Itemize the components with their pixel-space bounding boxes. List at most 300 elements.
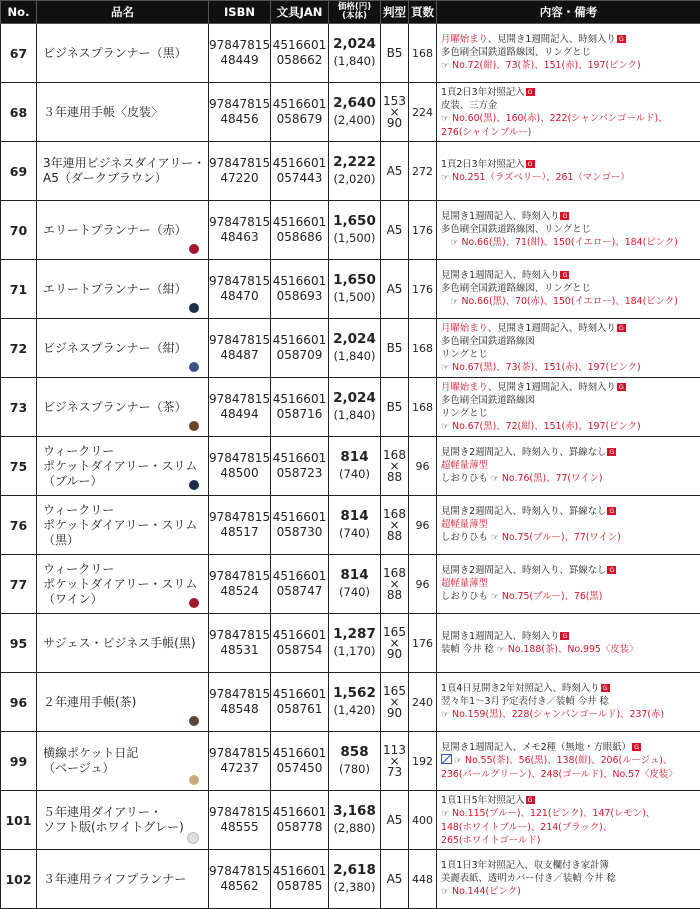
g-badge-icon: G bbox=[527, 795, 533, 804]
product-no: 101 bbox=[1, 791, 37, 850]
note-text: No.67(黒)、72(紺)、151(赤)、197(ピンク) bbox=[449, 420, 641, 432]
jan-line: 4516601 bbox=[272, 392, 327, 406]
price-value: 2,024 bbox=[333, 331, 376, 347]
product-name-line: ２年連用手帳(茶) bbox=[43, 694, 137, 709]
jan-cell bbox=[271, 83, 329, 142]
base-price: (740) bbox=[339, 467, 370, 481]
page-count: 448 bbox=[409, 850, 437, 909]
product-no: 102 bbox=[1, 850, 37, 909]
note-text: 超軽量薄型 bbox=[441, 460, 488, 471]
note-text: 見開き2週間記入、時刻入り、罫線なし bbox=[441, 506, 607, 517]
base-price: (1,500) bbox=[333, 290, 376, 304]
notes-cell bbox=[437, 850, 700, 909]
table-row bbox=[1, 614, 700, 673]
product-name-line: ポケットダイアリー・スリム bbox=[43, 458, 198, 473]
jan-line: 058686 bbox=[276, 230, 323, 244]
pointing-hand-icon: ☞ bbox=[441, 808, 450, 819]
price-cell bbox=[329, 319, 381, 378]
size-line: A5 bbox=[386, 812, 403, 827]
isbn-cell bbox=[209, 24, 271, 83]
pointing-hand-icon: ☞ bbox=[490, 474, 499, 484]
note-text: 装幀 今井 稔 bbox=[441, 643, 497, 655]
size-line: 90 bbox=[386, 646, 403, 661]
jan-line: 058662 bbox=[276, 53, 323, 67]
g-badge-icon: G bbox=[618, 35, 624, 43]
note-text: 1頁1日5年対照記入 bbox=[441, 794, 525, 806]
note-text: No.75(ブルー)、76(黒) bbox=[498, 591, 603, 602]
g-badge-icon: G bbox=[562, 212, 568, 220]
size-line: 168 bbox=[383, 506, 406, 521]
size-cell bbox=[381, 319, 409, 378]
note-text: しおりひも bbox=[441, 532, 491, 543]
note-text: No.144(ピンク) bbox=[449, 886, 521, 897]
table-row bbox=[1, 673, 700, 732]
jan-line: 4516601 bbox=[272, 333, 327, 347]
note-text: 多色刷全国鉄道路線図、リングとじ bbox=[441, 47, 592, 58]
isbn-line: 97847815 bbox=[209, 97, 271, 111]
product-no: 73 bbox=[1, 378, 37, 437]
product-no: 76 bbox=[1, 496, 37, 555]
price-cell bbox=[329, 437, 381, 496]
pointing-hand-icon: ☞ bbox=[441, 887, 450, 897]
product-name-line: （黒） bbox=[43, 532, 80, 547]
color-swatch bbox=[189, 362, 199, 372]
notes-cell bbox=[437, 437, 700, 496]
product-no: 69 bbox=[1, 142, 37, 201]
isbn-line: 48449 bbox=[220, 53, 259, 67]
page-count: 176 bbox=[409, 260, 437, 319]
size-line: A5 bbox=[386, 163, 403, 178]
jan-line: 058761 bbox=[276, 702, 323, 716]
isbn-line: 97847815 bbox=[209, 510, 271, 524]
base-price: (2,020) bbox=[333, 172, 376, 186]
product-no: 99 bbox=[1, 732, 37, 791]
isbn-line: 48487 bbox=[220, 348, 259, 362]
isbn-line: 97847815 bbox=[209, 333, 271, 347]
price-cell bbox=[329, 732, 381, 791]
size-line: 88 bbox=[386, 469, 403, 484]
isbn-line: 48562 bbox=[220, 879, 259, 893]
note-text: 超軽量薄型 bbox=[441, 519, 488, 530]
size-cell bbox=[381, 437, 409, 496]
base-price: (2,400) bbox=[333, 113, 376, 127]
isbn-cell bbox=[209, 732, 271, 791]
table-row bbox=[1, 201, 700, 260]
col-header-size: 判型 bbox=[381, 1, 409, 24]
jan-line: 4516601 bbox=[272, 628, 327, 642]
product-name bbox=[37, 201, 209, 260]
jan-line: 4516601 bbox=[272, 274, 327, 288]
g-badge-icon: G bbox=[527, 87, 533, 96]
size-cell bbox=[381, 201, 409, 260]
g-badge-icon: G bbox=[602, 684, 608, 692]
header-row bbox=[1, 1, 700, 24]
color-swatch bbox=[189, 716, 199, 726]
note-text: 1頁1日3年対照記入、収支欄付き家計簿 bbox=[441, 860, 609, 871]
g-badge-icon: G bbox=[634, 743, 640, 751]
product-no: 71 bbox=[1, 260, 37, 319]
size-line: × bbox=[389, 104, 400, 119]
table-row bbox=[1, 496, 700, 555]
note-text: No.115(ブルー)、121(ピンク)、147(レモン)、 bbox=[449, 807, 656, 819]
size-line: 113 bbox=[383, 742, 406, 757]
size-cell bbox=[381, 850, 409, 909]
size-line: B5 bbox=[386, 45, 403, 60]
page-count: 400 bbox=[409, 791, 437, 850]
product-name bbox=[37, 260, 209, 319]
isbn-line: 48500 bbox=[220, 466, 259, 480]
base-price: (740) bbox=[339, 526, 370, 540]
size-cell bbox=[381, 555, 409, 614]
price-cell bbox=[329, 201, 381, 260]
jan-cell bbox=[271, 673, 329, 732]
jan-line: 058693 bbox=[276, 289, 323, 303]
product-no: 72 bbox=[1, 319, 37, 378]
note-text: No.66(黒)、70(赤)、150(イエロー)、184(ピンク) bbox=[458, 296, 678, 307]
table-row bbox=[1, 260, 700, 319]
product-name-line: 3年連用ビジネスダイアリー・ bbox=[43, 156, 206, 170]
g-badge-icon: G bbox=[562, 271, 568, 279]
note-text: 見開き2週間記入、時刻入り、罫線なし bbox=[441, 447, 607, 458]
note-text: 見開き1週間記入、メモ2種（無地・方眼紙） bbox=[441, 742, 632, 753]
jan-line: 4516601 bbox=[272, 97, 327, 111]
notes-cell bbox=[437, 83, 700, 142]
size-cell bbox=[381, 260, 409, 319]
product-name bbox=[37, 319, 209, 378]
jan-cell bbox=[271, 555, 329, 614]
jan-line: 4516601 bbox=[272, 510, 327, 524]
size-cell bbox=[381, 378, 409, 437]
col-header-no: No. bbox=[1, 1, 37, 24]
size-line: A5 bbox=[386, 222, 403, 237]
note-text: No.75(ブルー)、77(ワイン) bbox=[498, 532, 621, 543]
isbn-line: 97847815 bbox=[209, 569, 271, 583]
jan-line: 4516601 bbox=[272, 215, 327, 229]
table-row bbox=[1, 83, 700, 142]
product-no: 75 bbox=[1, 437, 37, 496]
page-count: 176 bbox=[409, 201, 437, 260]
note-text: 多色刷全国鉄道路線図、リングとじ bbox=[441, 283, 592, 294]
g-badge-icon: G bbox=[609, 566, 615, 574]
jan-cell bbox=[271, 260, 329, 319]
jan-cell bbox=[271, 378, 329, 437]
size-line: A5 bbox=[386, 281, 403, 296]
price-value: 814 bbox=[340, 449, 369, 465]
price-cell bbox=[329, 614, 381, 673]
page-count: 176 bbox=[409, 614, 437, 673]
color-swatch bbox=[189, 244, 199, 254]
product-name bbox=[37, 437, 209, 496]
product-name-line: A5（ダークブラウン） bbox=[43, 171, 167, 185]
jan-line: 057450 bbox=[276, 761, 323, 775]
color-swatch bbox=[189, 303, 199, 313]
size-line: 168 bbox=[383, 447, 406, 462]
size-line: 88 bbox=[386, 587, 403, 602]
size-cell bbox=[381, 673, 409, 732]
price-value: 2,024 bbox=[333, 36, 376, 52]
note-text: No.76(黒)、77(ワイン) bbox=[498, 473, 603, 484]
isbn-line: 97847815 bbox=[209, 746, 271, 760]
size-line: × bbox=[389, 694, 400, 709]
size-line: 153 bbox=[383, 93, 406, 108]
notes-cell bbox=[437, 378, 700, 437]
isbn-cell bbox=[209, 201, 271, 260]
jan-line: 4516601 bbox=[272, 864, 327, 878]
note-text: 月曜始まり bbox=[441, 322, 488, 334]
pointing-hand-icon: ☞ bbox=[496, 644, 505, 655]
jan-cell bbox=[271, 732, 329, 791]
note-text: No.72(紺)、73(茶)、151(赤)、197(ピンク) bbox=[449, 60, 641, 71]
price-value: 814 bbox=[340, 508, 369, 524]
notes-cell bbox=[437, 24, 700, 83]
size-line: B5 bbox=[386, 399, 403, 414]
table-row bbox=[1, 437, 700, 496]
table-row bbox=[1, 791, 700, 850]
jan-line: 058730 bbox=[276, 525, 323, 539]
pointing-hand-icon: ☞ bbox=[450, 297, 459, 307]
note-text: 多色刷全国鉄道路線図 bbox=[441, 394, 535, 406]
product-name-line: ３年連用ライフプランナー bbox=[43, 871, 187, 886]
color-swatch bbox=[187, 832, 199, 844]
jan-line: 058716 bbox=[276, 407, 323, 421]
base-price: (1,840) bbox=[333, 54, 376, 68]
notes-cell bbox=[437, 614, 700, 673]
pointing-hand-icon: ☞ bbox=[441, 710, 450, 720]
product-name bbox=[37, 732, 209, 791]
jan-cell bbox=[271, 850, 329, 909]
product-no: 68 bbox=[1, 83, 37, 142]
price-cell bbox=[329, 83, 381, 142]
size-line: 73 bbox=[386, 764, 403, 779]
note-text: 美麗表紙、透明カバー付き／装幀 今井 稔 bbox=[441, 873, 616, 884]
price-value: 3,168 bbox=[333, 803, 376, 819]
page-count: 96 bbox=[409, 437, 437, 496]
note-text: No.60(黒)、160(赤)、222(シャンパンゴールド)、 bbox=[449, 112, 668, 124]
base-price: (2,880) bbox=[333, 821, 376, 835]
isbn-line: 97847815 bbox=[209, 274, 271, 288]
isbn-line: 97847815 bbox=[209, 38, 271, 52]
notes-cell bbox=[437, 319, 700, 378]
isbn-line: 97847815 bbox=[209, 451, 271, 465]
product-no: 70 bbox=[1, 201, 37, 260]
price-value: 1,650 bbox=[333, 272, 376, 288]
product-name-line: ポケットダイアリー・スリム bbox=[43, 517, 198, 532]
product-name-line: ウィークリー bbox=[43, 502, 115, 517]
isbn-line: 48531 bbox=[220, 643, 259, 657]
base-price: (1,420) bbox=[333, 703, 376, 717]
price-value: 814 bbox=[340, 567, 369, 583]
base-price: (780) bbox=[339, 762, 370, 776]
product-no: 67 bbox=[1, 24, 37, 83]
size-line: × bbox=[389, 576, 400, 591]
base-price: (2,380) bbox=[333, 880, 376, 894]
isbn-line: 48463 bbox=[220, 230, 259, 244]
size-cell bbox=[381, 24, 409, 83]
isbn-line: 48555 bbox=[220, 820, 259, 834]
g-badge-icon: G bbox=[618, 323, 624, 332]
product-name-line: ビジネスプランナー（紺） bbox=[43, 340, 187, 355]
pointing-hand-icon: ☞ bbox=[441, 113, 450, 124]
g-badge-icon: G bbox=[527, 159, 533, 168]
isbn-line: 48517 bbox=[220, 525, 259, 539]
note-text: No.251（ラズベリー）、261（マンゴー） bbox=[449, 171, 630, 183]
g-badge-icon: G bbox=[562, 631, 568, 640]
product-name-line: ビジネスプランナー（茶） bbox=[43, 399, 187, 414]
jan-line: 058723 bbox=[276, 466, 323, 480]
product-name-line: エリートプランナー（紺） bbox=[43, 281, 187, 296]
price-cell bbox=[329, 673, 381, 732]
notes-cell bbox=[437, 732, 700, 791]
jan-line: 058709 bbox=[276, 348, 323, 362]
product-no: 95 bbox=[1, 614, 37, 673]
isbn-line: 97847815 bbox=[209, 805, 271, 819]
jan-cell bbox=[271, 791, 329, 850]
size-line: × bbox=[389, 458, 400, 473]
product-name bbox=[37, 791, 209, 850]
product-name bbox=[37, 555, 209, 614]
notes-cell bbox=[437, 496, 700, 555]
color-swatch bbox=[189, 421, 199, 431]
note-text: リングとじ bbox=[441, 407, 488, 419]
page-count: 168 bbox=[409, 24, 437, 83]
color-swatch bbox=[189, 775, 199, 785]
note-text: 見開き1週間記入、時刻入り bbox=[441, 630, 560, 642]
price-value: 1,287 bbox=[333, 626, 376, 642]
isbn-cell bbox=[209, 319, 271, 378]
size-cell bbox=[381, 614, 409, 673]
note-text: No.55(茶)、56(黒)、138(紺)、206(ルージュ)、 bbox=[462, 755, 673, 766]
page-count: 96 bbox=[409, 496, 437, 555]
table-row bbox=[1, 24, 700, 83]
isbn-cell bbox=[209, 673, 271, 732]
size-cell bbox=[381, 496, 409, 555]
price-cell bbox=[329, 496, 381, 555]
notes-cell bbox=[437, 201, 700, 260]
page-count: 96 bbox=[409, 555, 437, 614]
base-price: (1,840) bbox=[333, 349, 376, 363]
isbn-line: 48548 bbox=[220, 702, 259, 716]
size-line: 165 bbox=[383, 624, 406, 639]
size-cell bbox=[381, 732, 409, 791]
page-count: 272 bbox=[409, 142, 437, 201]
product-name bbox=[37, 496, 209, 555]
isbn-cell bbox=[209, 83, 271, 142]
price-value: 2,222 bbox=[333, 154, 376, 170]
note-text: 超軽量薄型 bbox=[441, 578, 488, 589]
product-name-line: ソフト版(ホワイトグレー) bbox=[43, 820, 184, 834]
price-value: 2,618 bbox=[333, 862, 376, 878]
page-count: 168 bbox=[409, 378, 437, 437]
note-text: 見開き1週間記入、時刻入り bbox=[441, 211, 560, 222]
product-name-line: （ワイン） bbox=[43, 591, 103, 606]
isbn-line: 48456 bbox=[220, 112, 259, 126]
product-name-line: （ブルー） bbox=[43, 473, 103, 488]
note-text: 多色刷全国鉄道路線図、リングとじ bbox=[441, 224, 592, 235]
note-text bbox=[441, 237, 450, 248]
product-name bbox=[37, 24, 209, 83]
page-count: 224 bbox=[409, 83, 437, 142]
note-text: No.66(黒)、71(紺)、150(イエロー)、184(ピンク) bbox=[458, 237, 678, 248]
table-body bbox=[1, 24, 700, 909]
note-text: 、見開き1週間記入、時刻入り bbox=[487, 322, 616, 334]
note-text: しおりひも bbox=[441, 591, 491, 602]
size-cell bbox=[381, 142, 409, 201]
notes-cell bbox=[437, 555, 700, 614]
g-badge-icon: G bbox=[609, 448, 615, 456]
note-text: 翌々年1〜3月予定表付き／装幀 今井 稔 bbox=[441, 696, 609, 707]
pointing-hand-icon: ☞ bbox=[441, 421, 450, 432]
isbn-line: 97847815 bbox=[209, 215, 271, 229]
isbn-line: 47220 bbox=[220, 171, 259, 185]
isbn-cell bbox=[209, 791, 271, 850]
price-header-line2: (本体) bbox=[342, 11, 367, 21]
note-text: 月曜始まり bbox=[441, 381, 488, 393]
note-text: 皮装、三方金 bbox=[441, 99, 498, 111]
product-name-line: ポケットダイアリー・スリム bbox=[43, 576, 198, 591]
product-name bbox=[37, 673, 209, 732]
pointing-hand-icon: ☞ bbox=[454, 756, 463, 766]
ruled-paper-icon bbox=[441, 754, 452, 764]
color-swatch bbox=[189, 480, 199, 490]
col-header-pages: 頁数 bbox=[409, 1, 437, 24]
table-row bbox=[1, 142, 700, 201]
isbn-line: 47237 bbox=[220, 761, 259, 775]
note-text: 265(ホワイトゴールド) bbox=[441, 834, 541, 846]
pointing-hand-icon: ☞ bbox=[441, 172, 450, 183]
base-price: (1,170) bbox=[333, 644, 376, 658]
product-name-line: （ベージュ） bbox=[43, 761, 115, 775]
price-value: 2,640 bbox=[333, 95, 376, 111]
size-line: 90 bbox=[386, 115, 403, 130]
product-name-line: ウィークリー bbox=[43, 561, 115, 576]
size-cell bbox=[381, 791, 409, 850]
isbn-cell bbox=[209, 437, 271, 496]
size-line: 90 bbox=[386, 705, 403, 720]
note-text: 1頁2日3年対照記入 bbox=[441, 86, 525, 98]
price-cell bbox=[329, 260, 381, 319]
price-cell bbox=[329, 142, 381, 201]
product-name bbox=[37, 142, 209, 201]
isbn-cell bbox=[209, 614, 271, 673]
isbn-line: 97847815 bbox=[209, 628, 271, 642]
jan-cell bbox=[271, 24, 329, 83]
base-price: (740) bbox=[339, 585, 370, 599]
product-no: 96 bbox=[1, 673, 37, 732]
table-row bbox=[1, 555, 700, 614]
isbn-line: 97847815 bbox=[209, 687, 271, 701]
page-count: 240 bbox=[409, 673, 437, 732]
price-cell bbox=[329, 378, 381, 437]
isbn-cell bbox=[209, 496, 271, 555]
table-row bbox=[1, 732, 700, 791]
jan-line: 4516601 bbox=[272, 38, 327, 52]
price-value: 858 bbox=[340, 744, 369, 760]
note-text: 月曜始まり bbox=[441, 34, 488, 45]
isbn-line: 97847815 bbox=[209, 156, 271, 170]
product-name-line: ビジネスプランナー（黒） bbox=[43, 45, 187, 60]
pointing-hand-icon: ☞ bbox=[490, 533, 499, 543]
pointing-hand-icon: ☞ bbox=[441, 61, 450, 71]
pointing-hand-icon: ☞ bbox=[490, 592, 499, 602]
col-header-jan: 文具JAN bbox=[271, 1, 329, 24]
note-text: 1頁4日見開き2年対照記入、時刻入り bbox=[441, 683, 600, 694]
size-cell bbox=[381, 83, 409, 142]
size-line: × bbox=[389, 753, 400, 768]
note-text: 276(シャインブルー) bbox=[441, 126, 532, 138]
price-value: 1,562 bbox=[333, 685, 376, 701]
size-line: 88 bbox=[386, 528, 403, 543]
price-value: 1,650 bbox=[333, 213, 376, 229]
